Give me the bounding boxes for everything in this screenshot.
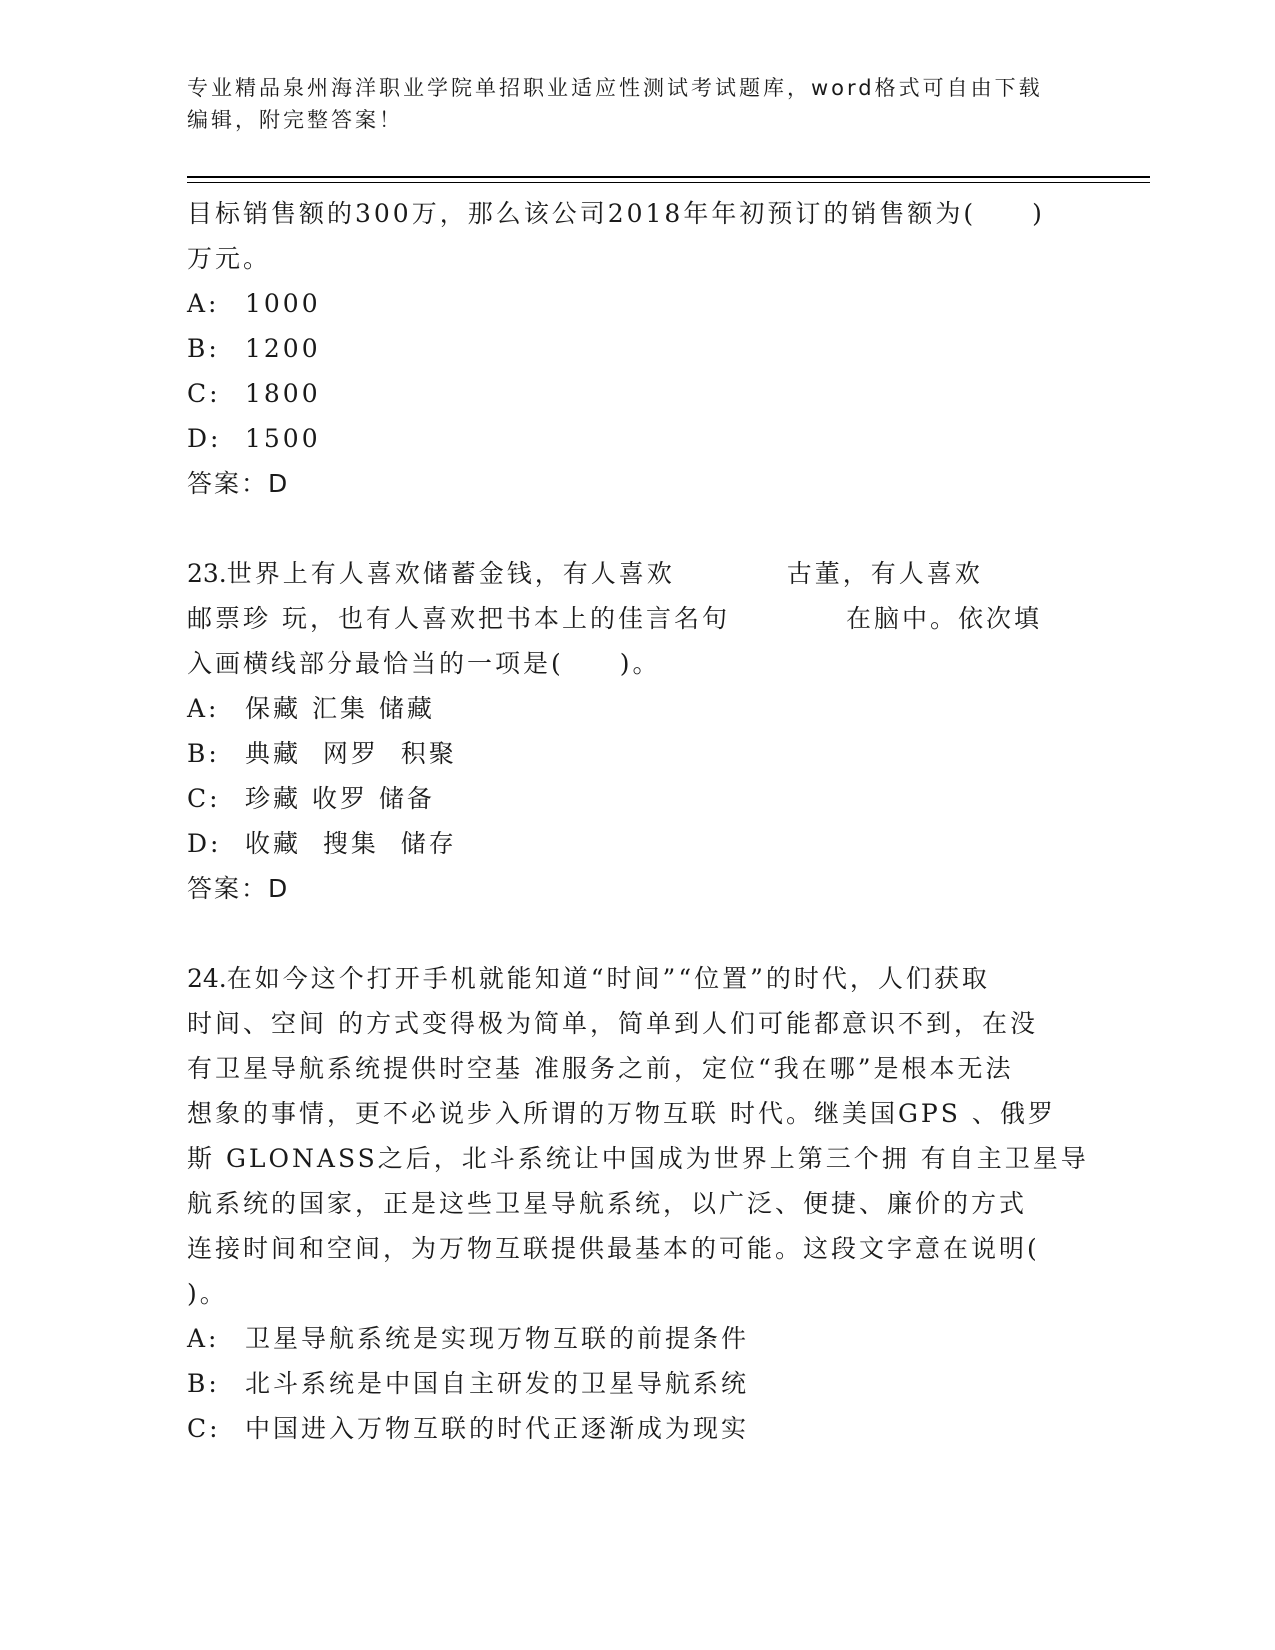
- option-text: 典藏 网罗 积聚: [245, 739, 457, 768]
- question-24-line-2: 时间、空间 的方式变得极为简单，简单到人们可能都意识不到，在没: [187, 1009, 1038, 1038]
- question-24-line-6: 航系统的国家，正是这些卫星导航系统，以广泛、便捷、廉价的方式: [187, 1189, 1028, 1218]
- option-text: 卫星导航系统是实现万物互联的前提条件: [245, 1324, 750, 1353]
- question-23-line-2: [187, 596, 1087, 641]
- question-24-line-4: 想象的事情，更不必说步入所谓的万物互联 时代。继美国GPS 、俄罗: [187, 1099, 1056, 1128]
- header-rule-thick: [187, 176, 1150, 178]
- option-text: 保藏 汇集 储藏: [245, 694, 435, 723]
- option-text: 1800: [245, 379, 321, 408]
- question-text: 在脑中。依次填: [845, 604, 1042, 633]
- question-text: 古董，有人喜欢: [786, 559, 983, 588]
- option-d: [187, 821, 1087, 866]
- option-text: 1000: [245, 289, 321, 318]
- question-22: [187, 191, 1087, 506]
- option-label: C:: [187, 1414, 221, 1443]
- question-23: [187, 551, 1087, 911]
- question-24: [187, 956, 1087, 1451]
- question-number: 24.: [187, 964, 227, 993]
- option-label: A:: [187, 1324, 220, 1353]
- option-text: 中国进入万物互联的时代正逐渐成为现实: [245, 1414, 750, 1443]
- option-label: A:: [187, 694, 220, 723]
- header-line-2: 编辑，附完整答案！: [187, 108, 403, 132]
- document-header: [187, 72, 1087, 136]
- option-text: 收藏 搜集 储存: [245, 829, 457, 858]
- question-24-line-8: )。: [187, 1279, 228, 1308]
- question-text: 邮票珍 玩，也有人喜欢把书本上的佳言名句: [187, 604, 730, 633]
- option-text: 1200: [245, 334, 321, 363]
- question-22-line-2: 万元。: [187, 244, 272, 273]
- option-c: [187, 1406, 1087, 1451]
- option-a: [187, 1316, 1087, 1361]
- option-text: 珍藏 收罗 储备: [245, 784, 435, 813]
- option-c: [187, 776, 1087, 821]
- option-label: B:: [187, 739, 220, 768]
- question-23-line-1: [187, 551, 1087, 596]
- question-24-line-3: 有卫星导航系统提供时空基 准服务之前，定位“我在哪”是根本无法: [187, 1054, 1014, 1083]
- option-label: A:: [187, 289, 220, 318]
- option-label: D:: [187, 829, 222, 858]
- question-23-line-3: 入画横线部分最恰当的一项是( )。: [187, 649, 661, 678]
- option-a: [187, 281, 1087, 326]
- option-label: C:: [187, 379, 221, 408]
- option-c: [187, 371, 1087, 416]
- option-b: [187, 1361, 1087, 1406]
- question-text: 在如今这个打开手机就能知道“时间”“位置”的时代，人们获取: [226, 964, 990, 993]
- answer-line: 答案：D: [187, 469, 290, 498]
- question-24-line-5: 斯 GLONASS之后，北斗系统让中国成为世界上第三个拥 有自主卫星导: [187, 1144, 1089, 1173]
- option-text: 1500: [245, 424, 321, 453]
- question-number: 23.: [187, 559, 227, 588]
- option-d: [187, 416, 1087, 461]
- option-b: [187, 326, 1087, 371]
- option-label: D:: [187, 424, 222, 453]
- header-rule-thin: [187, 182, 1150, 183]
- question-24-line-7: 连接时间和空间，为万物互联提供最基本的可能。这段文字意在说明(: [187, 1234, 1040, 1263]
- option-label: C:: [187, 784, 221, 813]
- header-line-1: 专业精品泉州海洋职业学院单招职业适应性测试考试题库，word格式可自由下载: [187, 76, 1043, 100]
- option-a: [187, 686, 1087, 731]
- option-b: [187, 731, 1087, 776]
- option-text: 北斗系统是中国自主研发的卫星导航系统: [245, 1369, 750, 1398]
- question-text: 世界上有人喜欢储蓄金钱，有人喜欢: [226, 559, 675, 588]
- question-24-line-1: [187, 956, 1087, 1001]
- option-label: B:: [187, 334, 220, 363]
- answer-line: 答案：D: [187, 874, 290, 903]
- option-label: B:: [187, 1369, 220, 1398]
- page-content: [187, 191, 1087, 1451]
- question-22-line-1: 目标销售额的300万，那么该公司2018年年初预订的销售额为( ): [187, 199, 1045, 228]
